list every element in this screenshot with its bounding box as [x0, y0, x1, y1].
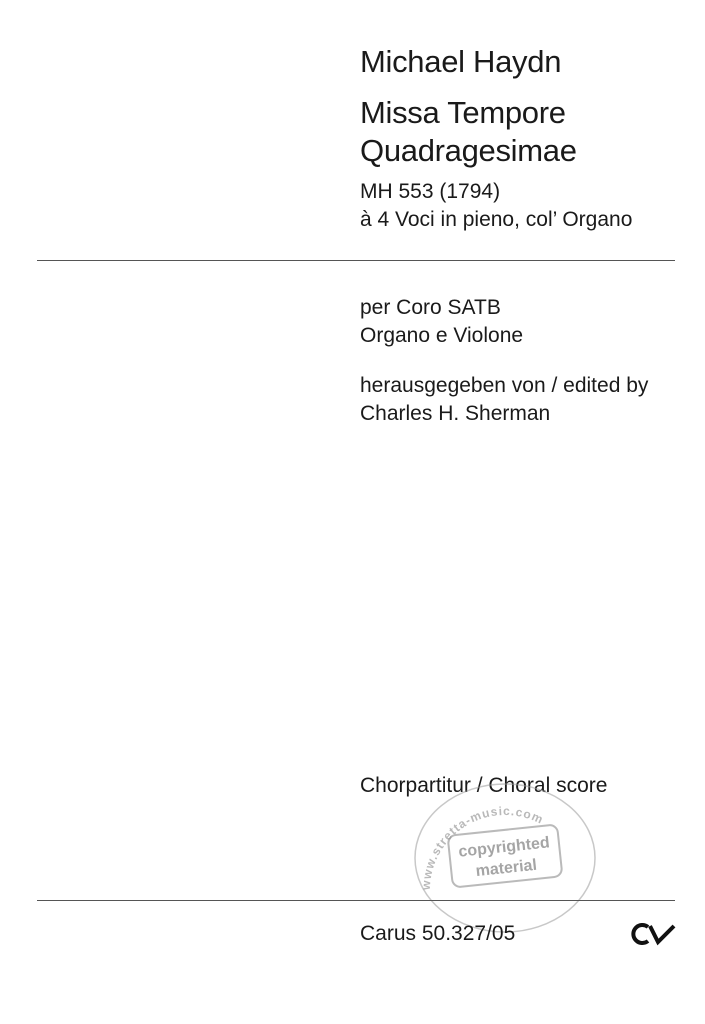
stamp-inner-line-1: copyrighted: [457, 834, 551, 861]
editor-line-2: Charles H. Sherman: [360, 402, 551, 425]
stamp-inner-line-2: material: [474, 856, 538, 881]
top-divider: [37, 260, 675, 261]
work-title-line-2: Quadragesimae: [360, 133, 577, 168]
work-title-line-1: Missa Tempore: [360, 95, 566, 130]
bottom-divider: [37, 900, 675, 901]
composer-name: Michael Haydn: [360, 44, 562, 79]
editor-line-1: herausgegeben von / edited by: [360, 374, 649, 397]
scoring-description: à 4 Voci in pieno, col’ Organo: [360, 208, 633, 231]
catalog-reference: MH 553 (1794): [360, 180, 501, 203]
score-type: Chorpartitur / Choral score: [360, 774, 608, 797]
publisher-logo-icon: [628, 922, 676, 946]
forces-line-2: Organo e Violone: [360, 324, 524, 347]
work-title: [360, 94, 577, 170]
stamp-outer-text: www.stretta-music.com: [418, 803, 546, 891]
performing-forces: [360, 294, 523, 350]
catalog-number: Carus 50.327/05: [360, 922, 516, 945]
forces-line-1: per Coro SATB: [360, 296, 501, 319]
copyright-stamp: [398, 770, 612, 940]
editor-credit: [360, 372, 648, 428]
